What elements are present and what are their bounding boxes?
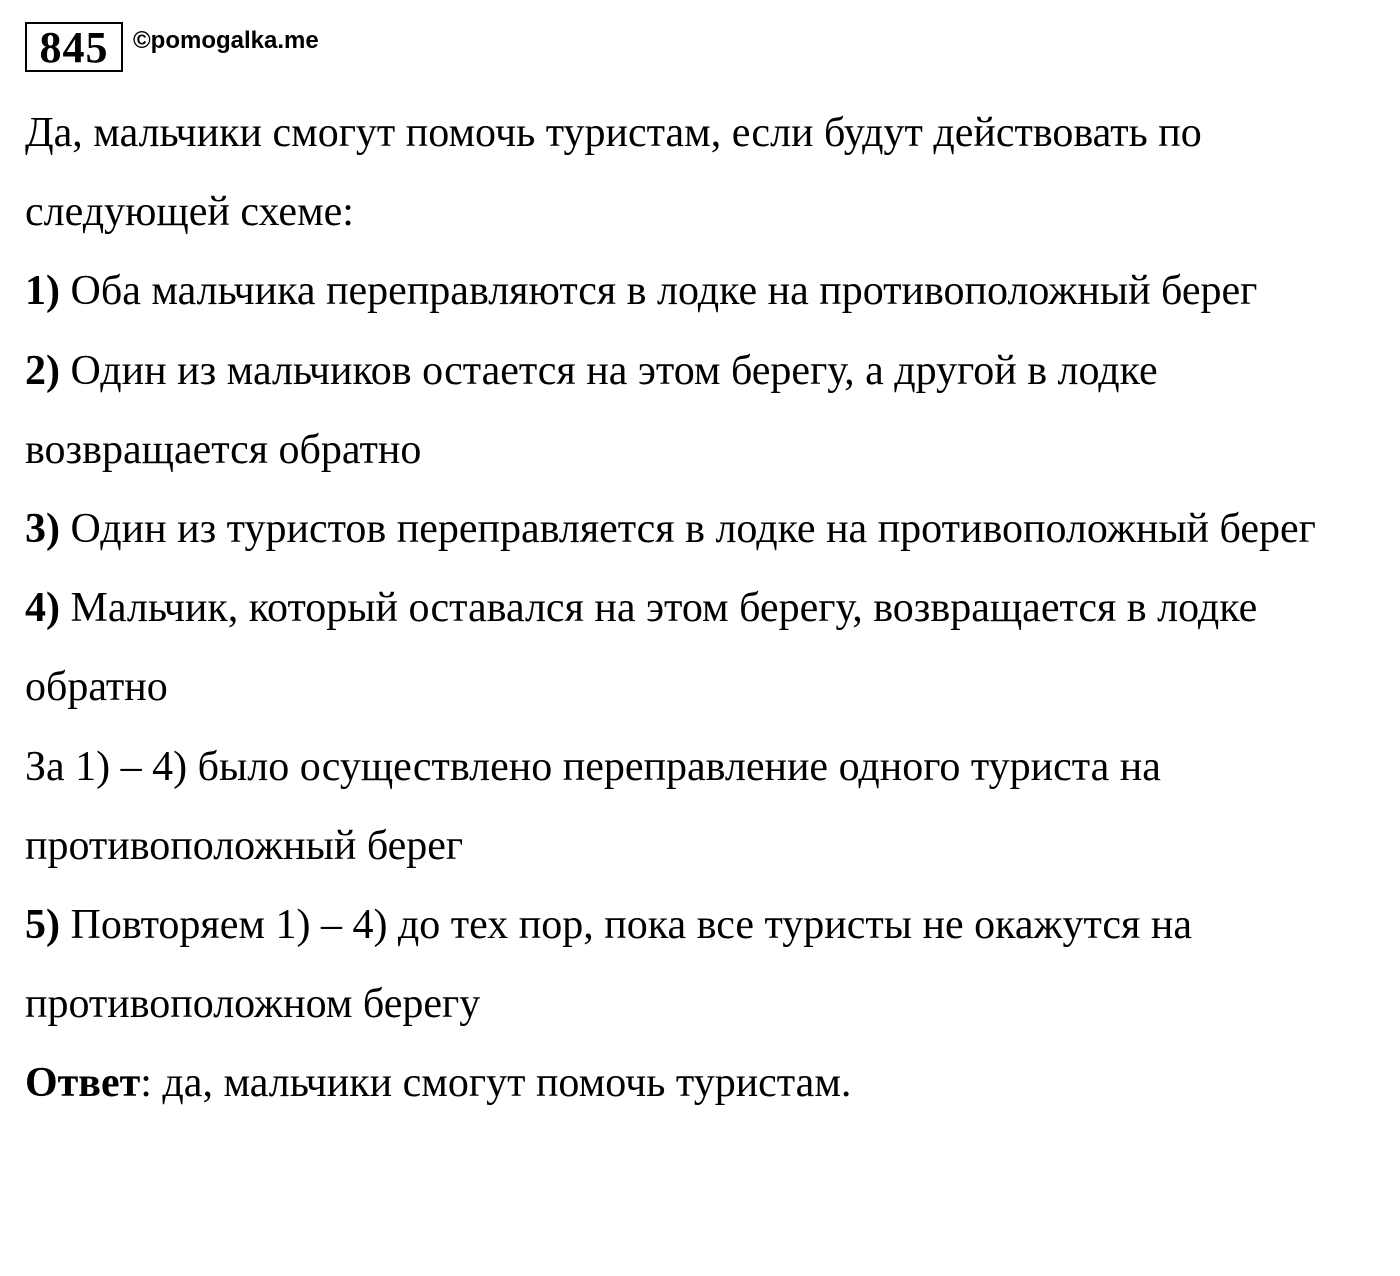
step-number: 3): [25, 506, 60, 553]
task-number-box: 845: [25, 22, 123, 72]
step-3: [25, 490, 1385, 569]
step-1: [25, 252, 1385, 331]
step-text: Один из мальчиков остается на этом берегу, а другой в лодке возвращается обратно: [25, 347, 1158, 473]
watermark: ©pomogalka.me: [133, 27, 319, 54]
step-2: [25, 332, 1385, 490]
answer-paragraph: [25, 1044, 1385, 1123]
answer-label: Ответ: [25, 1060, 141, 1107]
intro-paragraph: Да, мальчики смогут помочь туристам, если будут действовать по следующей схеме:: [25, 110, 1202, 236]
step-number: 4): [25, 585, 60, 632]
summary-paragraph: За 1) – 4) было осуществлено переправление одного туриста на противоположный берег: [25, 743, 1161, 869]
solution-text: [25, 94, 1385, 1124]
step-text: Мальчик, который оставался на этом берегу, возвращается в лодке обратно: [25, 585, 1258, 711]
step-number: 5): [25, 902, 60, 949]
step-4: [25, 569, 1385, 727]
step-text: Повторяем 1) – 4) до тех пор, пока все туристы не окажутся на противоположном берегу: [25, 902, 1192, 1028]
step-5: [25, 886, 1385, 1044]
step-number: 1): [25, 268, 60, 315]
answer-text: : да, мальчики смогут помочь туристам.: [140, 1060, 852, 1107]
step-text: Один из туристов переправляется в лодке на противоположный берег: [60, 506, 1316, 553]
step-number: 2): [25, 347, 60, 394]
step-text: Оба мальчика переправляются в лодке на противоположный берег: [60, 268, 1258, 315]
